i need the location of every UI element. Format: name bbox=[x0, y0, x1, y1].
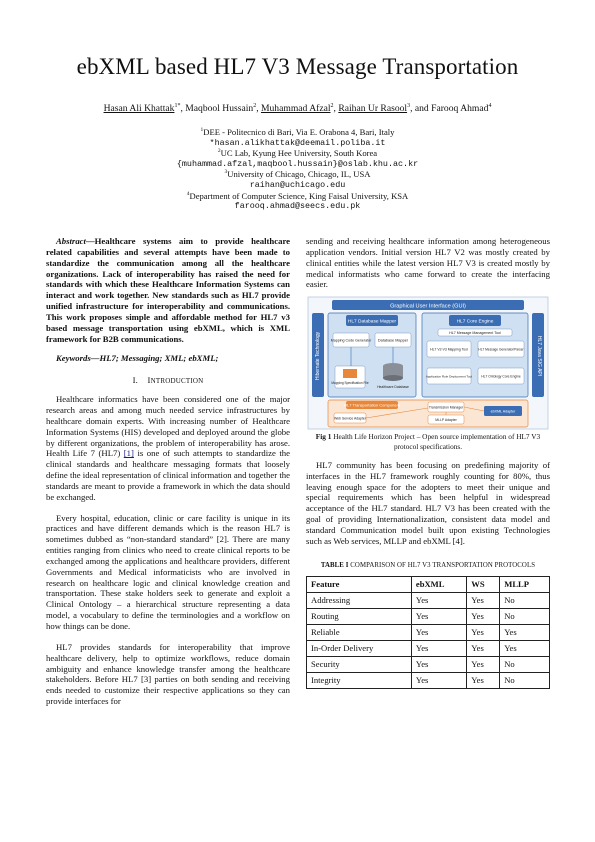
table-cell: Yes bbox=[411, 641, 466, 657]
architecture-figure bbox=[306, 296, 550, 430]
author-sup: 3 bbox=[407, 102, 411, 109]
column-header: WS bbox=[467, 577, 500, 593]
author-name: Farooq Ahmad bbox=[431, 103, 489, 114]
paragraph bbox=[46, 394, 290, 502]
author-list bbox=[30, 103, 565, 114]
table-cell: Yes bbox=[411, 673, 466, 689]
citation-link[interactable]: [1] bbox=[123, 448, 134, 459]
ontology-label: HL7 Ontology Core Engine bbox=[481, 374, 521, 379]
figure-caption bbox=[306, 432, 550, 451]
author-email[interactable]: *hasan.alikhattak@deemail.poliba.it bbox=[209, 137, 386, 148]
table-cell: Yes bbox=[467, 673, 500, 689]
table-row bbox=[307, 625, 550, 641]
affiliation-line bbox=[30, 148, 565, 159]
affiliation-line bbox=[30, 169, 565, 180]
ws-adapter-label: Web Service Adapter bbox=[334, 416, 366, 421]
table-title-text: COMPARISON OF HL7 V3 TRANSPORTATION PROTOCOLS bbox=[348, 561, 536, 569]
figure-label: Fig 1 bbox=[315, 432, 332, 442]
transport-label: HL7 Transportation Component bbox=[344, 402, 400, 408]
msg-mgmt-label: HL7 Message Management Tool bbox=[449, 331, 501, 336]
abstract bbox=[46, 236, 290, 344]
author-separator: , and bbox=[410, 103, 432, 114]
mllp-adapter-label: MLLP Adapter bbox=[435, 418, 457, 423]
author-name[interactable]: Raihan Ur Rasool bbox=[338, 103, 408, 114]
keywords: Keywords—HL7; Messaging; XML; ebXML; bbox=[56, 353, 219, 364]
gui-label: Graphical User Interface (GUI) bbox=[390, 303, 466, 310]
affiliation-sup: 2 bbox=[217, 148, 221, 155]
table-row bbox=[307, 593, 550, 609]
table-cell: Reliable bbox=[307, 625, 412, 641]
spec-file-icon bbox=[343, 369, 357, 378]
side-right-label: HL7 Java SIG API bbox=[536, 336, 542, 377]
table-cell: In-Order Delivery bbox=[307, 641, 412, 657]
table-row bbox=[307, 657, 550, 673]
section-title-cap: I bbox=[147, 375, 151, 386]
table-cell: Yes bbox=[467, 593, 500, 609]
author-name[interactable]: Hasan Ali Khattak bbox=[103, 103, 175, 114]
affiliation-text: DEE - Politecnico di Bari, Via E. Orabona 4, Bari, Italy bbox=[203, 127, 395, 137]
healthcare-db-label: Healthcare Database bbox=[377, 385, 409, 390]
affiliations bbox=[30, 127, 565, 212]
paragraph: HL7 community has been focusing on predefining majority of interfaces in the HL7 framework roughly counting for 80%, thus leaving enough space for the adopters to meet their unique and special requirements which has been helpful in widespread acceptance of the HL7 standard. HL7 V3 has been created with the goal of providing Internationalization, consistent data model and standard Communication model built upon existing Technologies such as Web services, MLLP and ebXML [4]. bbox=[306, 459, 550, 546]
abstract-label: Abstract bbox=[56, 236, 86, 246]
affiliation-line bbox=[30, 191, 565, 202]
table-row bbox=[307, 641, 550, 657]
section-number: I. bbox=[132, 375, 139, 386]
right-column bbox=[306, 236, 550, 689]
author-sup: 1* bbox=[174, 102, 181, 109]
author-sup: 4 bbox=[488, 102, 492, 109]
left-column bbox=[46, 236, 290, 717]
author-sup: 2 bbox=[330, 102, 334, 109]
db-cylinder-bottom bbox=[383, 375, 403, 381]
author-separator: , bbox=[180, 103, 186, 114]
table-cell: Routing bbox=[307, 609, 412, 625]
affiliation-text: Department of Computer Science, King Faisal University, KSA bbox=[189, 190, 409, 201]
affiliation-text: University of Chicago, Chicago, IL, USA bbox=[227, 169, 371, 180]
paragraph: HL7 provides standards for interoperability that improve healthcare delivery, help to optimize workflows, reduce domain ambiguity and enhance knowledge transfer among the healthcare stakeholders. Before HL7 [3] parties on both sending and receiving ends needed to customize their respective applications so they can provide interfaces for bbox=[46, 641, 290, 707]
author-sup: 2 bbox=[253, 102, 257, 109]
ebxml-adapter-label: ebXML Adapter bbox=[490, 409, 516, 414]
table-cell: Yes bbox=[411, 625, 466, 641]
abstract-dash: — bbox=[85, 236, 95, 246]
table-title bbox=[306, 561, 550, 572]
abstract-text: Healthcare systems aim to provide healthcare related capabilities and several attempts have been made to standardize the communication among all the healthcare organizations. Lack of interoperability has raised the need for standards with which these Healthcare Information Systems can interact and work together. New standards such as HL7 provide unified infrastructure for interoperability and communications. This work proposes simple and affordable method for HL7 v3 based message transportation using ebXML, which is XML framework for B2B communications. bbox=[46, 236, 290, 344]
table-label: TABLE I bbox=[320, 561, 349, 569]
affiliation-sup: 4 bbox=[186, 190, 190, 197]
table-cell: Yes bbox=[411, 609, 466, 625]
affiliation-text: UC Lab, Kyung Hee University, South Korea bbox=[220, 148, 378, 159]
author-email[interactable]: farooq.ahmad@seecs.edu.pk bbox=[234, 201, 361, 212]
section-heading bbox=[46, 375, 290, 387]
core-engine-label: HL7 Core Engine bbox=[456, 319, 494, 325]
column-header: Feature bbox=[307, 577, 412, 593]
table-cell: Yes bbox=[411, 657, 466, 673]
affiliation-sup: 1 bbox=[200, 127, 204, 134]
section-title-rest: NTRODUCTION bbox=[150, 377, 204, 386]
table-cell: Security bbox=[307, 657, 412, 673]
tx-manager-label: Transmission Manager bbox=[428, 405, 464, 410]
table-cell: Yes bbox=[467, 657, 500, 673]
table-cell: Yes bbox=[467, 641, 500, 657]
app-role-label: Application Role Deployment Tool bbox=[425, 374, 473, 379]
affiliation-line bbox=[30, 127, 565, 138]
table-cell: No bbox=[500, 609, 550, 625]
spec-file-label: Mapping Specification File bbox=[331, 381, 369, 386]
paper-title: ebXML based HL7 V3 Message Transportation bbox=[76, 54, 519, 79]
table-cell: Yes bbox=[500, 625, 550, 641]
table-cell: No bbox=[500, 657, 550, 673]
column-header: MLLP bbox=[500, 577, 550, 593]
msg-gen-label: HL7 Message Generator/Parser bbox=[478, 347, 524, 352]
table-cell: Yes bbox=[467, 609, 500, 625]
table-cell: Integrity bbox=[307, 673, 412, 689]
author-separator: , bbox=[333, 103, 339, 114]
author-name[interactable]: Muhammad Afzal bbox=[260, 103, 331, 114]
author-email[interactable]: raihan@uchicago.edu bbox=[249, 179, 346, 190]
affiliation-sup: 3 bbox=[224, 169, 228, 176]
table-cell: Yes bbox=[411, 593, 466, 609]
table-cell: Addressing bbox=[307, 593, 412, 609]
paragraph: sending and receiving healthcare information among heterogeneous application vendors. Initial version HL7 V2 was mostly created by clinical entities while the latest version HL7 V3 is created mostly by medical informatists who came forward to create the interfacing easier. bbox=[306, 236, 550, 290]
paragraph: Every hospital, education, clinic or care facility is unique in its practices and have different demands which is the reason HL7 is sometimes dubbed as “non-standard standard” [2]. There are many entities ranging from clinics who need to create clinical reports to be exchanged among the applications and healthcare providers, different Governments and Medical informaticists who are involved in research on healthcare logic and clinical knowledge creation and transportation. These stake holders seek to generate and exploit a Clinical Ontology – a hierarchical structure representing a data model, a vocabulary to define the terminologies and a workflow on how things can be done. bbox=[46, 512, 290, 631]
table-cell: No bbox=[500, 593, 550, 609]
column-header: ebXML bbox=[411, 577, 466, 593]
author-name: Maqbool Hussain bbox=[185, 103, 254, 114]
architecture-diagram bbox=[306, 296, 550, 430]
db-mapper-label: HL7 Database Mapper bbox=[347, 319, 397, 325]
comparison-table bbox=[306, 576, 550, 689]
table-header-row bbox=[307, 577, 550, 593]
table-cell: Yes bbox=[467, 625, 500, 641]
side-left-label: Hibernate Technology bbox=[315, 332, 321, 381]
paragraph-text: Healthcare informatics have been considered one of the major research areas and among much needed service infrastructures by healthcare domain experts. With increasing number of Healthcare Information Systems (HIS) developed and deployed around the globe by different organizations, the problem of interoperability has arose. Health Life 7 (HL7) bbox=[46, 394, 290, 459]
mapping-code-gen-label: Mapping Code Generator bbox=[330, 338, 372, 343]
author-separator: , bbox=[256, 103, 261, 114]
table-cell: No bbox=[500, 673, 550, 689]
v3-mapping-label: HL7 V2-V3 Mapping Tool bbox=[430, 347, 468, 352]
database-mapper-label: Database Mapper bbox=[377, 338, 409, 343]
author-email[interactable]: {muhammad.afzal,maqbool.hussain}@oslab.khu.ac.kr bbox=[176, 158, 419, 169]
figure-caption-text: Health Life Horizon Project – Open source implementation of HL7 V3 protocol specifications. bbox=[331, 432, 541, 451]
paragraph-text: is one of such attempts to standardize the clinical standards and healthcare messaging formats that loosely define the ideal representation of clinical information and together the standards are meant to provide a framework in which the data should be exchanged. bbox=[46, 448, 290, 502]
table-row bbox=[307, 609, 550, 625]
table-row bbox=[307, 673, 550, 689]
table-cell: Yes bbox=[500, 641, 550, 657]
